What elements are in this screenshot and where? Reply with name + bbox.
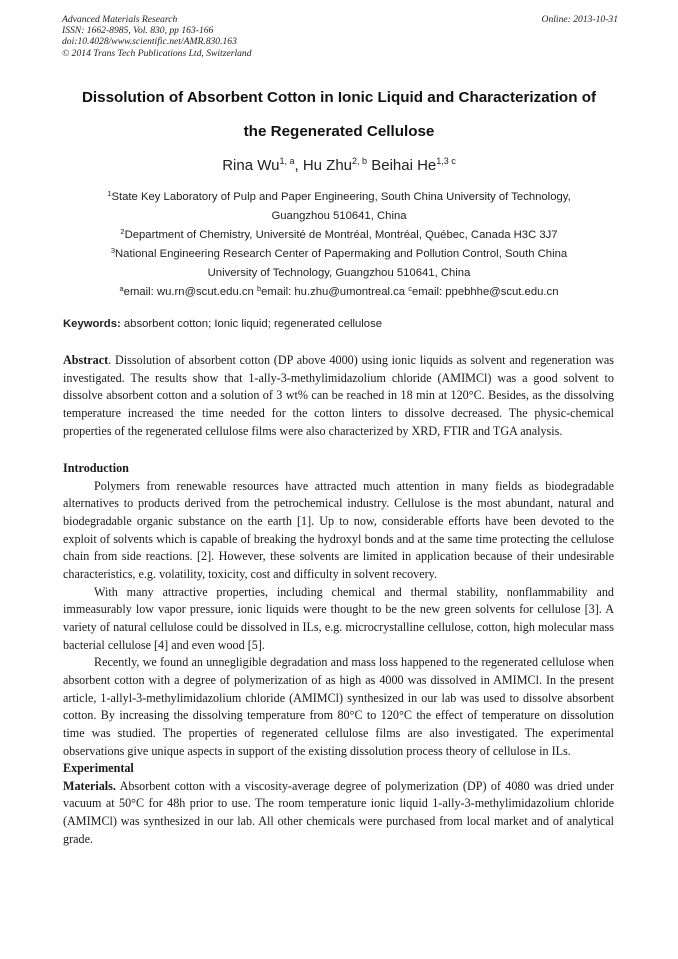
email-address: email: hu.zhu@umontreal.ca <box>261 286 409 298</box>
materials-paragraph <box>63 778 614 849</box>
author-affiliation-marker: 2, b <box>352 156 368 166</box>
affiliation-1-cont: Guangzhou 510641, China <box>271 210 407 222</box>
author-list <box>40 157 638 175</box>
affiliations <box>60 188 618 302</box>
journal-name: Advanced Materials Research <box>62 14 178 25</box>
issn-line: ISSN: 1662-8985, Vol. 830, pp 163-166 <box>62 25 214 37</box>
author-name: Hu Zhu <box>302 157 353 174</box>
affiliation-marker: 2 <box>120 227 125 236</box>
author-name: Rina Wu <box>222 157 280 174</box>
paper-title-line-1: Dissolution of Absorbent Cotton in Ionic Liquid and Characterization of <box>81 89 597 106</box>
email-address: email: ppebhhe@scut.edu.cn <box>411 286 559 298</box>
materials-text: Absorbent cotton with a viscosity-average degree of polymerization (DP) of 4080 was dried under vacuum at 50°C for 48h prior to use. The room temperature ionic liquid 1-ally-3-methylimidazolium chloride (AMIMCl) was synthesized in our lab. All other chemicals were purchased from local market and of analytical grade. <box>63 778 614 846</box>
author-name: Beihai He <box>371 157 437 174</box>
affiliation-1 <box>60 188 618 207</box>
abstract-text: . Dissolution of absorbent cotton (DP above 4000) using ionic liquids as solvent and regeneration was investigated. The results show that 1-ally-3-methylimidazolium chloride (AMIMCl) was a good solvent to dissolve absorbent cotton and a solution of 3 wt% can be reached in 18 min at 120°C. Besides, as the dissolving temperature increased the time needed for the cotton linters to dissolve decreased. The physic-chemical properties of the regenerated cellulose films were also characterized by XRD, FTIR and TGA analysis. <box>63 353 614 438</box>
email-marker: c <box>408 284 412 293</box>
experimental-heading: Experimental <box>63 761 134 776</box>
journal-header <box>62 14 618 59</box>
abstract-label: Abstract <box>63 353 109 367</box>
affiliation-3 <box>60 245 618 264</box>
author-separator: , <box>294 157 303 174</box>
affiliation-text: State Key Laboratory of Pulp and Paper Engineering, South China University of Technology, <box>111 191 571 203</box>
affiliation-text: National Engineering Research Center of Papermaking and Pollution Control, South China <box>115 248 568 260</box>
paper-title-line-2: the Regenerated Cellulose <box>243 123 435 140</box>
affiliation-marker: 1 <box>107 189 112 198</box>
keywords-text: absorbent cotton; Ionic liquid; regenerated cellulose <box>120 318 383 330</box>
abstract-paragraph <box>63 352 614 440</box>
copyright-line: © 2014 Trans Tech Publications Ltd, Switzerland <box>62 47 252 59</box>
body-text <box>63 460 614 848</box>
email-line <box>60 283 618 302</box>
online-date: Online: 2013-10-31 <box>541 14 618 25</box>
affiliation-2 <box>60 226 618 245</box>
email-marker: a <box>119 284 124 293</box>
introduction-paragraph: Polymers from renewable resources have attracted much attention in many fields as biodegradable alternatives to products derived from the petrochemical industry. Cellulose is the most abundant, natural and biodegradable organic substance on the earth [1]. Up to now, considerable efforts have been devoted to the exploit of solvents which is capable of breaking the hydroxyl bonds and at the same time protecting the cellulose chain from side reactions. [2]. However, these solvents are limited in application because of their undesirable characteristics, e.g. volatility, toxicity, cost and difficulty in solvent recovery. <box>63 478 614 581</box>
affiliation-3-cont: University of Technology, Guangzhou 510641, China <box>207 267 471 279</box>
author-affiliation-marker: 1, a <box>279 156 295 166</box>
affiliation-marker: 3 <box>110 246 115 255</box>
introduction-paragraph: With many attractive properties, including chemical and thermal stability, nonflammability and immeasurably low vapor pressure, ionic liquids were thought to be the new green solvents for cellulose [3]. A variety of natural cellulose could be dissolved in ILs, e.g. microcrystalline cellulose, cotton, high molecular mass bacterial cellulose [4] and even wood [5]. <box>63 584 614 652</box>
abstract-section <box>63 352 614 440</box>
author-affiliation-marker: 1,3 c <box>436 156 456 166</box>
email-address: email: wu.rn@scut.edu.cn <box>123 286 257 298</box>
materials-label: Materials. <box>63 778 116 793</box>
introduction-paragraph: Recently, we found an unnegligible degradation and mass loss happened to the regenerated cellulose when absorbent cotton with a degree of polymerization of as high as 4000 was dissolved in AMIMCl. In the present article, 1-allyl-3-methylimidazolium chloride (AMIMCl) synthesized in our lab was used to dissolve absorbent cotton. By increasing the dissolving temperature from 80°C to 120°C the effect of temperature on dissolution time was studied. The properties of regenerated cellulose films are also investigated. The experimental observations give unique aspects in support of the existing dissolution process theory of cellulose in ILs. <box>63 655 614 758</box>
email-marker: b <box>256 284 262 293</box>
introduction-heading: Introduction <box>63 461 129 475</box>
keywords-label: Keywords: <box>63 318 121 330</box>
keywords <box>63 316 619 332</box>
affiliation-text: Department of Chemistry, Université de Montréal, Montréal, Québec, Canada H3C 3J7 <box>124 229 558 241</box>
doi-line: doi:10.4028/www.scientific.net/AMR.830.163 <box>62 36 237 48</box>
